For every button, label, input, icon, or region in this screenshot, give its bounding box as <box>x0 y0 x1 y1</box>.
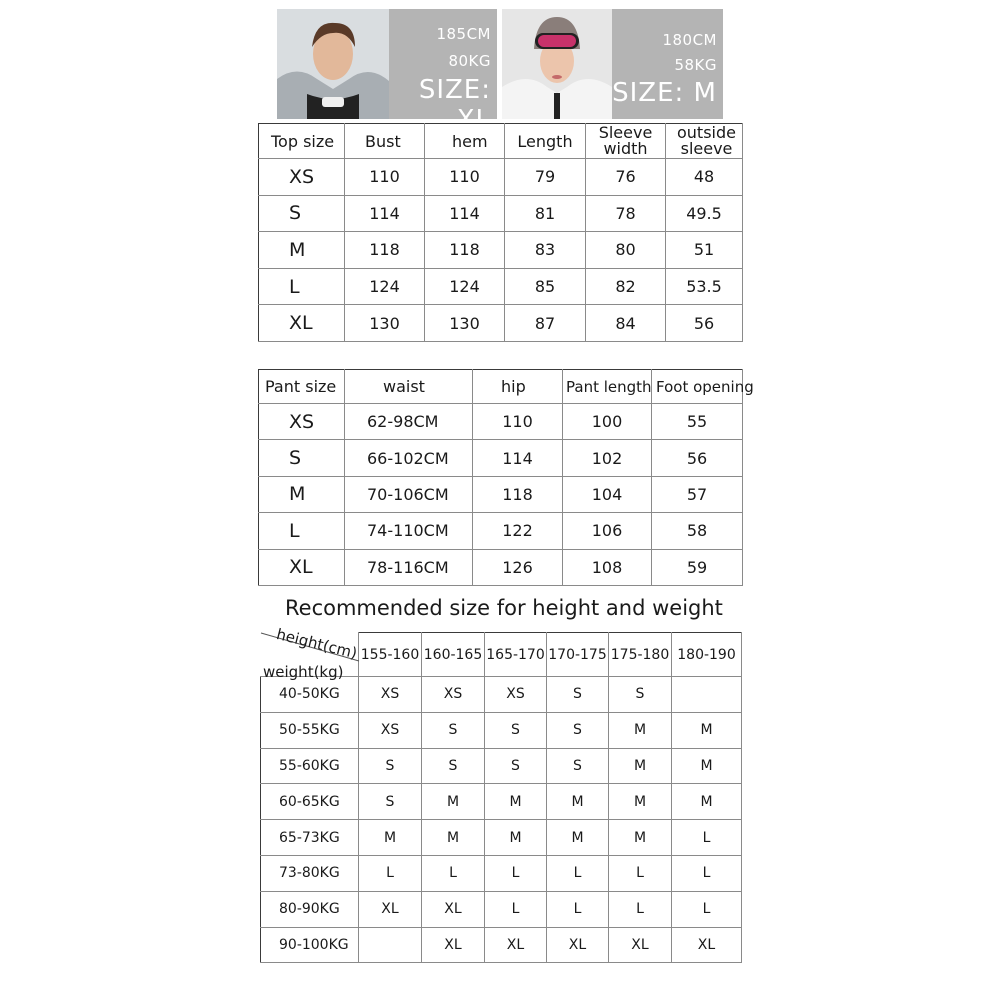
table-row <box>259 195 743 232</box>
table-cell: 108 <box>563 549 652 585</box>
top-size-table <box>258 123 743 342</box>
table-cell: 110 <box>473 404 563 440</box>
recommended-size-cell: S <box>359 748 422 784</box>
size-label: S <box>259 440 345 476</box>
table-cell: 78 <box>586 195 666 232</box>
female-height: 180CM <box>662 31 717 49</box>
table-cell: 70-106CM <box>345 476 473 512</box>
size-label: M <box>259 232 345 269</box>
table-row <box>261 677 742 713</box>
recommended-size-cell: M <box>422 820 485 856</box>
recommended-size-cell <box>359 927 422 963</box>
recommended-size-cell: L <box>672 855 742 891</box>
model-card-male <box>277 9 497 135</box>
table-cell: 130 <box>345 305 425 342</box>
header-pant-size: Pant size <box>259 370 345 404</box>
table-cell: 124 <box>345 268 425 305</box>
table-row <box>261 820 742 856</box>
recommended-size-cell: XL <box>359 891 422 927</box>
table-cell: 83 <box>505 232 586 269</box>
male-weight: 80KG <box>448 52 491 70</box>
weight-range-label: 60-65KG <box>261 784 359 820</box>
recommended-size-cell: L <box>672 891 742 927</box>
weight-range-label: 40-50KG <box>261 677 359 713</box>
weight-range-label: 55-60KG <box>261 748 359 784</box>
recommended-size-cell: M <box>422 784 485 820</box>
table-row <box>259 268 743 305</box>
size-label: L <box>259 268 345 305</box>
table-cell: 124 <box>425 268 505 305</box>
weight-range-label: 80-90KG <box>261 891 359 927</box>
recommend-header <box>261 633 742 677</box>
header-hip: hip <box>473 370 563 404</box>
table-cell: 53.5 <box>666 268 743 305</box>
table-cell: 118 <box>345 232 425 269</box>
size-label: XS <box>259 159 345 196</box>
recommended-size-cell: M <box>609 748 672 784</box>
header-waist: waist <box>345 370 473 404</box>
recommended-size-cell: XL <box>485 927 547 963</box>
female-model-info <box>612 9 723 119</box>
table-cell: 102 <box>563 440 652 476</box>
table-cell: 118 <box>473 476 563 512</box>
recommended-size-cell: L <box>359 855 422 891</box>
recommended-size-cell: S <box>547 712 609 748</box>
recommended-size-cell: M <box>672 784 742 820</box>
recommended-size-cell: XS <box>359 712 422 748</box>
size-label: XS <box>259 404 345 440</box>
table-row <box>259 513 743 549</box>
table-cell: 82 <box>586 268 666 305</box>
size-label: M <box>259 476 345 512</box>
table-cell: 100 <box>563 404 652 440</box>
recommended-size-cell: M <box>672 712 742 748</box>
table-cell: 114 <box>345 195 425 232</box>
recommended-size-cell: XS <box>359 677 422 713</box>
recommended-size-cell: XL <box>672 927 742 963</box>
recommended-size-cell: M <box>485 784 547 820</box>
recommended-size-cell: XS <box>485 677 547 713</box>
table-cell: 126 <box>473 549 563 585</box>
weight-range-label: 90-100KG <box>261 927 359 963</box>
table-row <box>259 476 743 512</box>
recommended-size-cell: XL <box>609 927 672 963</box>
table-cell: 59 <box>652 549 743 585</box>
table-cell: 66-102CM <box>345 440 473 476</box>
recommended-size-cell: L <box>485 891 547 927</box>
table-row <box>259 159 743 196</box>
size-label: L <box>259 513 345 549</box>
height-range-header: 170-175 <box>547 633 609 677</box>
header-hem: hem <box>425 124 505 159</box>
header-outside-line1: outside <box>677 123 736 142</box>
pant-table-header <box>259 370 743 404</box>
table-cell: 49.5 <box>666 195 743 232</box>
model-card-female <box>502 9 723 119</box>
table-cell: 79 <box>505 159 586 196</box>
table-row <box>261 927 742 963</box>
recommended-size-cell: M <box>547 820 609 856</box>
table-cell: 110 <box>345 159 425 196</box>
table-cell: 118 <box>425 232 505 269</box>
recommended-size-cell: M <box>672 748 742 784</box>
table-row <box>259 404 743 440</box>
table-row <box>261 855 742 891</box>
recommended-size-cell: L <box>485 855 547 891</box>
female-model-photo <box>502 9 612 119</box>
recommended-size-cell: XL <box>547 927 609 963</box>
recommended-size-cell: XS <box>422 677 485 713</box>
table-cell: 84 <box>586 305 666 342</box>
table-cell: 57 <box>652 476 743 512</box>
male-size: SIZE: XL <box>418 75 491 135</box>
recommended-size-cell: XL <box>422 891 485 927</box>
header-bust: Bust <box>345 124 425 159</box>
table-row <box>261 712 742 748</box>
table-cell: 48 <box>666 159 743 196</box>
table-cell: 81 <box>505 195 586 232</box>
recommended-size-cell: M <box>609 820 672 856</box>
table-cell: 62-98CM <box>345 404 473 440</box>
recommended-size-cell: M <box>609 784 672 820</box>
corner-height-label: height(cm) <box>274 625 359 663</box>
table-row <box>259 440 743 476</box>
table-cell: 80 <box>586 232 666 269</box>
top-table-header <box>259 124 743 159</box>
table-row <box>261 748 742 784</box>
recommended-size-cell: L <box>547 855 609 891</box>
header-outside-line2: sleeve <box>680 139 733 158</box>
female-weight: 58KG <box>674 56 717 74</box>
table-row <box>259 305 743 342</box>
table-row <box>261 891 742 927</box>
corner-weight-label: weight(kg) <box>263 663 344 681</box>
table-cell: 58 <box>652 513 743 549</box>
weight-range-label: 73-80KG <box>261 855 359 891</box>
table-cell: 110 <box>425 159 505 196</box>
height-range-header: 175-180 <box>609 633 672 677</box>
recommended-size-cell: M <box>359 820 422 856</box>
table-cell: 106 <box>563 513 652 549</box>
recommend-table <box>260 625 742 963</box>
height-range-header: 180-190 <box>672 633 742 677</box>
recommended-size-cell: L <box>609 855 672 891</box>
header-sleeve-width <box>586 124 666 159</box>
height-range-header: 160-165 <box>422 633 485 677</box>
recommended-size-cell: S <box>547 748 609 784</box>
table-cell: 104 <box>563 476 652 512</box>
recommended-size-cell: S <box>359 784 422 820</box>
table-cell: 114 <box>473 440 563 476</box>
table-cell: 122 <box>473 513 563 549</box>
table-row <box>259 549 743 585</box>
recommended-size-cell: S <box>485 748 547 784</box>
table-cell: 74-110CM <box>345 513 473 549</box>
header-sleeve-line1: Sleeve <box>598 123 653 142</box>
table-cell: 76 <box>586 159 666 196</box>
table-row <box>261 784 742 820</box>
male-model-info <box>389 9 497 135</box>
weight-range-label: 65-73KG <box>261 820 359 856</box>
recommended-size-cell: L <box>672 820 742 856</box>
recommended-size-cell: M <box>609 712 672 748</box>
table-cell: 55 <box>652 404 743 440</box>
recommended-size-cell: S <box>547 677 609 713</box>
recommended-size-cell: M <box>485 820 547 856</box>
height-range-header: 155-160 <box>359 633 422 677</box>
male-model-photo <box>277 9 389 119</box>
recommended-size-cell: L <box>422 855 485 891</box>
size-label: XL <box>259 549 345 585</box>
table-cell: 56 <box>666 305 743 342</box>
table-cell: 56 <box>652 440 743 476</box>
table-cell: 130 <box>425 305 505 342</box>
recommended-size-cell: S <box>485 712 547 748</box>
header-outside-sleeve <box>666 124 743 159</box>
recommended-size-cell: L <box>609 891 672 927</box>
table-cell: 51 <box>666 232 743 269</box>
height-range-header: 165-170 <box>485 633 547 677</box>
size-label: XL <box>259 305 345 342</box>
weight-range-label: 50-55KG <box>261 712 359 748</box>
table-cell: 87 <box>505 305 586 342</box>
table-row <box>259 232 743 269</box>
header-foot-opening: Foot opening <box>652 370 743 404</box>
recommended-size-cell: S <box>422 712 485 748</box>
recommended-size-cell: L <box>547 891 609 927</box>
header-pant-length: Pant length <box>563 370 652 404</box>
recommend-title: Recommended size for height and weight <box>285 596 723 620</box>
header-length: Length <box>505 124 586 159</box>
size-label: S <box>259 195 345 232</box>
header-top-size: Top size <box>259 124 345 159</box>
recommended-size-cell: S <box>609 677 672 713</box>
recommended-size-cell: S <box>422 748 485 784</box>
table-cell: 78-116CM <box>345 549 473 585</box>
recommend-corner <box>261 625 359 681</box>
male-height: 185CM <box>436 25 491 43</box>
table-cell: 85 <box>505 268 586 305</box>
recommended-size-cell: M <box>547 784 609 820</box>
female-size: SIZE: M <box>612 78 717 108</box>
recommended-size-cell <box>672 677 742 713</box>
header-sleeve-line2: width <box>603 139 648 158</box>
pant-size-table <box>258 369 754 586</box>
recommended-size-cell: XL <box>422 927 485 963</box>
table-cell: 114 <box>425 195 505 232</box>
